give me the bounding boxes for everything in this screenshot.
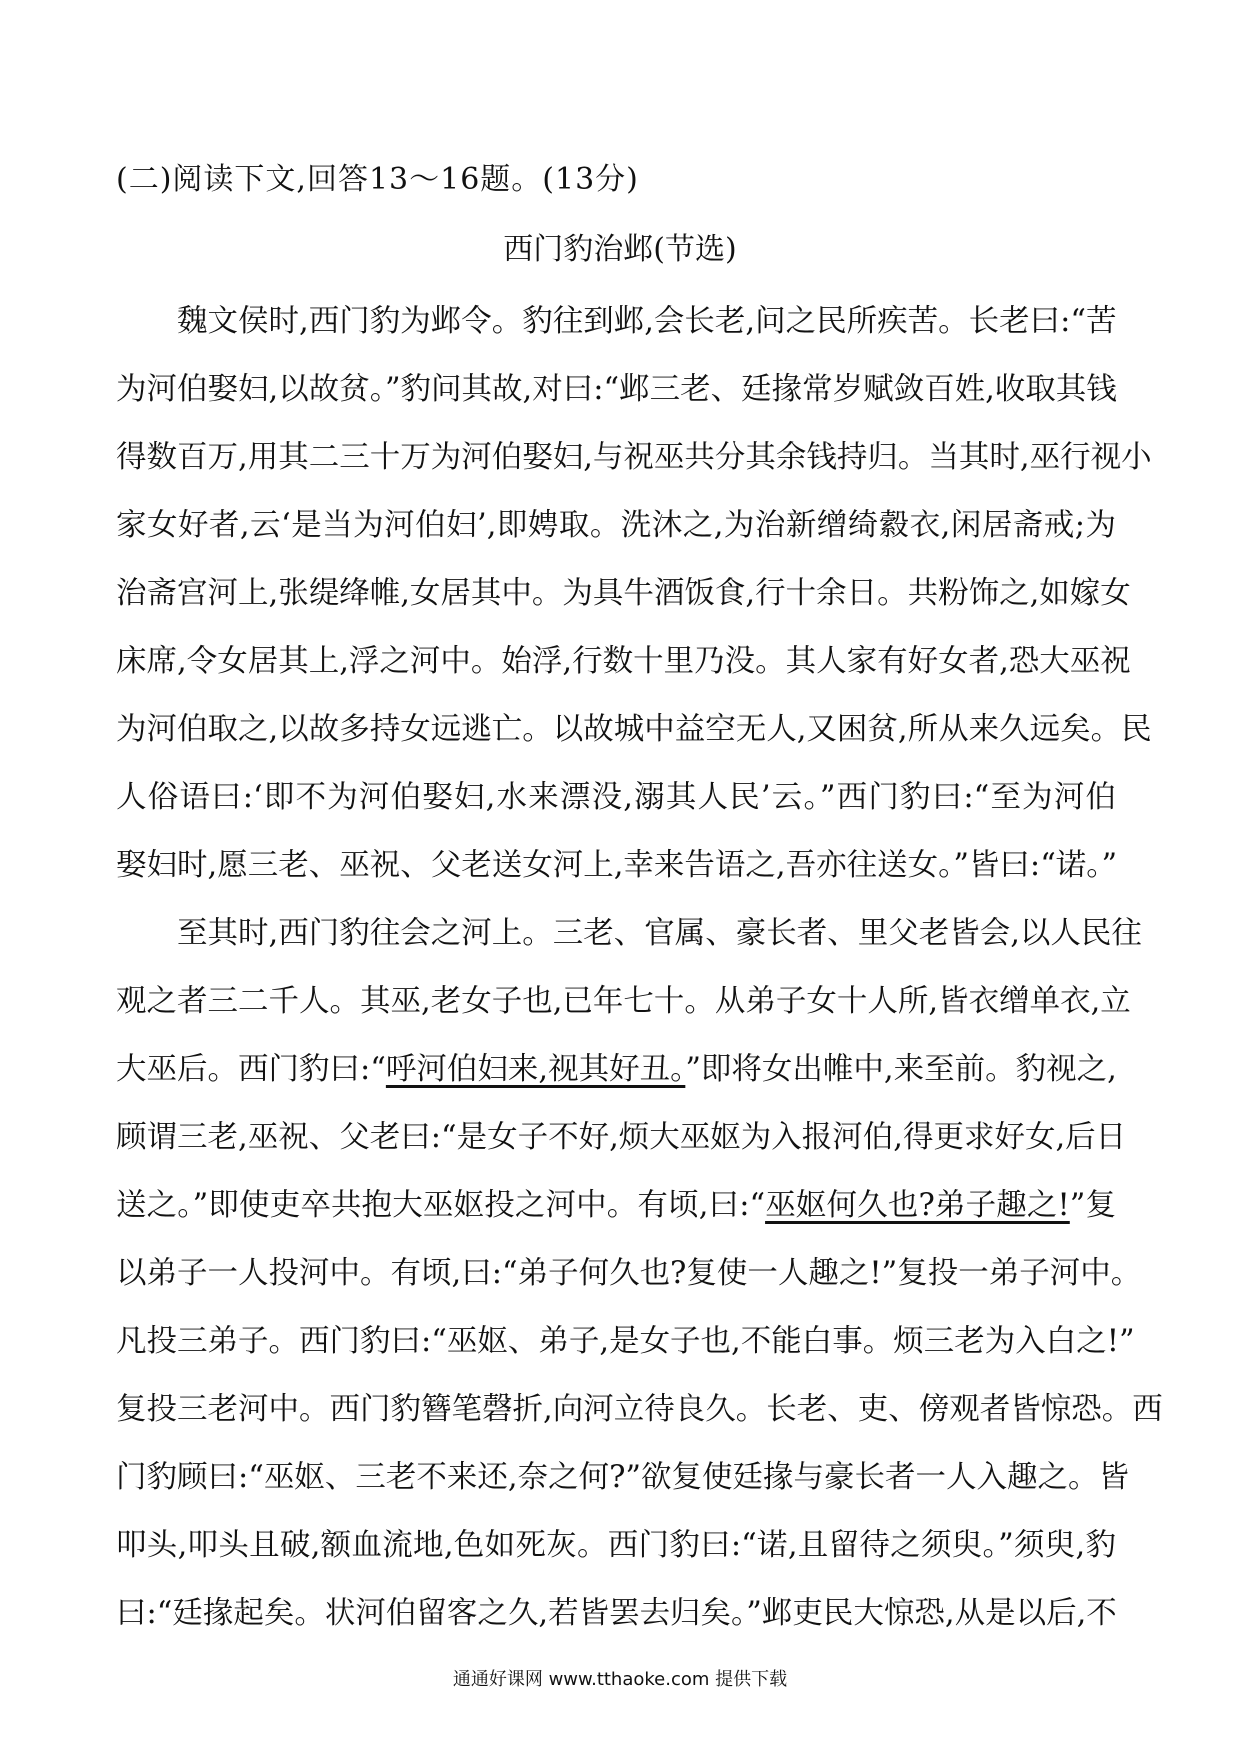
article-body: [116, 288, 1163, 1648]
text-line: 得数百万,用其二三十万为河伯娶妇,与祝巫共分其余钱持归。当其时,巫行视小: [116, 440, 1152, 475]
text-line: 曰:“廷掾起矣。状河伯留客之久,若皆罢去归矣。”邺吏民大惊恐,从是以后,不: [116, 1596, 1117, 1631]
text-line: 为河伯娶妇,以故贫。”豹问其故,对曰:“邺三老、廷掾常岁赋敛百姓,收取其钱: [116, 372, 1117, 407]
text-line: 为河伯取之,以故多持女远逃亡。以故城中益空无人,又困贫,所从来久远矣。民: [116, 712, 1152, 747]
text-line-with-underline: [116, 1036, 1116, 1104]
text-segment: ”即将女出帷中,来至前。豹视之,: [685, 1052, 1117, 1087]
text-line: 叩头,叩头且破,额血流地,色如死灰。西门豹曰:“诺,且留待之须臾。”须臾,豹: [116, 1528, 1116, 1563]
text-line: 家女好者,云‘是当为河伯妇’,即娉取。洗沐之,为治新缯绮縠衣,闲居斋戒;为: [116, 508, 1116, 543]
text-line: 顾谓三老,巫祝、父老曰:“是女子不好,烦大巫妪为入报河伯,得更求好女,后日: [116, 1120, 1127, 1155]
text-line: 以弟子一人投河中。有顷,曰:“弟子何久也?复使一人趣之!”复投一弟子河中。: [116, 1256, 1142, 1291]
text-segment: 送之。”即使吏卒共抱大巫妪投之河中。有顷,曰:“: [116, 1188, 766, 1223]
text-line: 门豹顾曰:“巫妪、三老不来还,奈之何?”欲复使廷掾与豪长者一人入趣之。皆: [116, 1460, 1130, 1495]
text-line: 治斋宫河上,张缇绛帷,女居其中。为具牛酒饭食,行十余日。共粉饰之,如嫁女: [116, 576, 1131, 611]
text-line: 娶妇时,愿三老、巫祝、父老送女河上,幸来告语之,吾亦往送女。”皆曰:“诺。”: [116, 848, 1118, 883]
text-line: 观之者三二千人。其巫,老女子也,已年七十。从弟子女十人所,皆衣缯单衣,立: [116, 984, 1131, 1019]
text-segment: ”复: [1069, 1188, 1117, 1223]
text-line-with-underline: [116, 1172, 1116, 1240]
text-line: 人俗语曰:‘即不为河伯娶妇,水来漂没,溺其人民’云。”西门豹曰:“至为河伯: [116, 780, 1116, 815]
text-line: 至其时,西门豹往会之河上。三老、官属、豪长者、里父老皆会,以人民往: [116, 916, 1142, 951]
text-line: 魏文侯时,西门豹为邺令。豹往到邺,会长老,问之民所疾苦。长老曰:“苦: [116, 304, 1117, 339]
text-line: 复投三老河中。西门豹簪笔磬折,向河立待良久。长老、吏、傍观者皆惊恐。西: [116, 1392, 1163, 1427]
text-segment: 大巫后。西门豹曰:“: [116, 1052, 386, 1087]
text-line: 床席,令女居其上,浮之河中。始浮,行数十里乃没。其人家有好女者,恐大巫祝: [116, 644, 1131, 679]
question-heading: (二)阅读下文,回答13～16题。(13分): [116, 162, 639, 197]
text-line: 凡投三弟子。西门豹曰:“巫妪、弟子,是女子也,不能白事。烦三老为入白之!”: [116, 1324, 1135, 1359]
underlined-sentence-1: 呼河伯妇来,视其好丑。: [385, 1052, 686, 1087]
underlined-sentence-2: 巫妪何久也?弟子趣之!: [765, 1188, 1070, 1223]
article-title: 西门豹治邺(节选): [503, 232, 737, 267]
footer-source: 通通好课网 www.tthaoke.com 提供下载: [452, 1669, 788, 1690]
